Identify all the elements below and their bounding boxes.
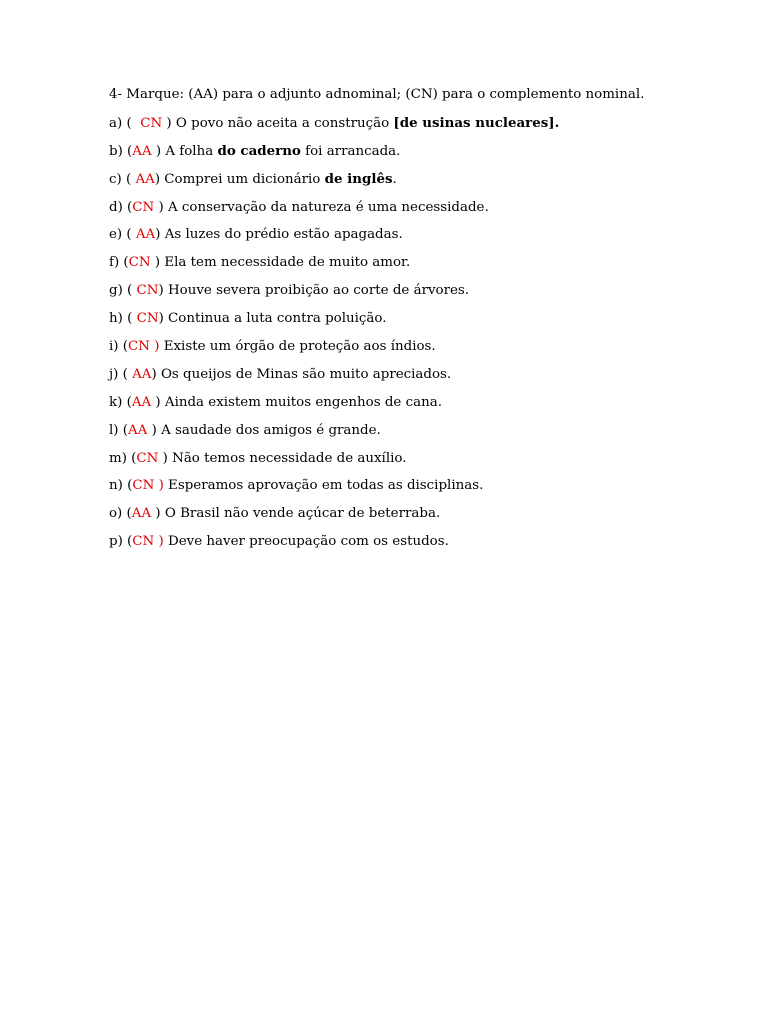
item-prefix: g) (: [109, 283, 137, 299]
item-prefix: b) (: [109, 143, 133, 159]
item-prefix: h) (: [109, 311, 137, 327]
answer-mark: AA: [132, 143, 152, 159]
answer-mark: CN: [140, 115, 163, 131]
exercise-item: [109, 392, 749, 412]
answer-mark: AA: [135, 171, 155, 187]
answer-mark: AA: [132, 366, 152, 382]
answer-mark: CN ): [128, 339, 160, 355]
item-text: ) As luzes do prédio estão apagadas.: [155, 227, 403, 243]
item-text: ) Ainda existem muitos engenhos de cana.: [151, 394, 442, 410]
exercise-item: [109, 475, 749, 495]
answer-mark: AA: [131, 394, 152, 410]
answer-mark: AA: [131, 506, 152, 522]
exercise-item: [109, 224, 749, 244]
item-text: ) Ela tem necessidade de muito amor.: [150, 255, 411, 271]
answer-mark: CN: [136, 283, 159, 299]
exercise-item: [109, 113, 749, 133]
emphasized-term: de inglês: [324, 170, 393, 187]
exercise-item: [109, 280, 749, 300]
emphasized-term: do caderno: [217, 142, 301, 159]
item-suffix: foi arrancada.: [300, 143, 401, 159]
item-text: ) Comprei um dicionário: [154, 171, 325, 187]
item-prefix: n) (: [109, 478, 133, 494]
item-text: ) O Brasil não vende açúcar de beterraba.: [151, 506, 441, 522]
item-prefix: a) (: [109, 115, 141, 131]
answer-mark: CN: [132, 199, 155, 215]
exercise-item: [109, 308, 749, 328]
item-prefix: l) (: [109, 422, 128, 438]
item-text: ) Não temos necessidade de auxílio.: [158, 450, 407, 466]
exercise-item: [109, 336, 749, 356]
answer-mark: AA: [135, 227, 156, 243]
item-prefix: p) (: [109, 534, 133, 550]
question-heading: 4- Marque: (AA) para o adjunto adnominal; (CN) para o complemento nominal.: [109, 87, 645, 102]
answer-mark: CN: [136, 450, 159, 466]
item-prefix: f) (: [109, 255, 129, 271]
item-text: ) A saudade dos amigos é grande.: [147, 422, 381, 438]
exercise-item: [109, 420, 749, 440]
item-suffix: .: [392, 171, 397, 187]
answer-mark: AA: [128, 422, 148, 438]
item-text: ) Houve severa proibição ao corte de árvores.: [158, 283, 470, 299]
item-prefix: m) (: [109, 450, 137, 466]
item-text: Existe um órgão de proteção aos índios.: [159, 339, 436, 355]
answer-list: [109, 113, 749, 551]
item-prefix: o) (: [109, 506, 132, 522]
item-text: ) A folha: [151, 143, 218, 159]
exercise-item: [109, 252, 749, 272]
document-body: [109, 85, 749, 559]
item-text: Deve haver preocupação com os estudos.: [163, 534, 449, 550]
item-prefix: j) (: [109, 366, 133, 382]
item-prefix: k) (: [109, 394, 132, 410]
answer-mark: CN ): [132, 534, 164, 550]
item-prefix: c) (: [109, 171, 136, 187]
item-text: Esperamos aprovação em todas as disciplinas.: [163, 478, 484, 494]
item-prefix: e) (: [109, 227, 136, 243]
item-text: ) A conservação da natureza é uma necessidade.: [154, 199, 489, 215]
exercise-item: [109, 197, 749, 217]
item-text: ) Continua a luta contra poluição.: [158, 311, 387, 327]
answer-mark: CN: [136, 311, 159, 327]
answer-mark: CN ): [132, 478, 164, 494]
exercise-item: [109, 448, 749, 468]
exercise-item: [109, 364, 749, 384]
item-text: ) Os queijos de Minas são muito apreciados.: [151, 366, 452, 382]
exercise-item: [109, 141, 749, 161]
item-prefix: d) (: [109, 199, 133, 215]
emphasized-term: [de usinas nucleares].: [393, 114, 560, 131]
exercise-item: [109, 531, 749, 551]
answer-mark: CN: [128, 255, 151, 271]
exercise-item: [109, 503, 749, 523]
item-prefix: i) (: [109, 339, 128, 355]
item-text: ) O povo não aceita a construção: [162, 115, 394, 131]
exercise-item: [109, 169, 749, 189]
